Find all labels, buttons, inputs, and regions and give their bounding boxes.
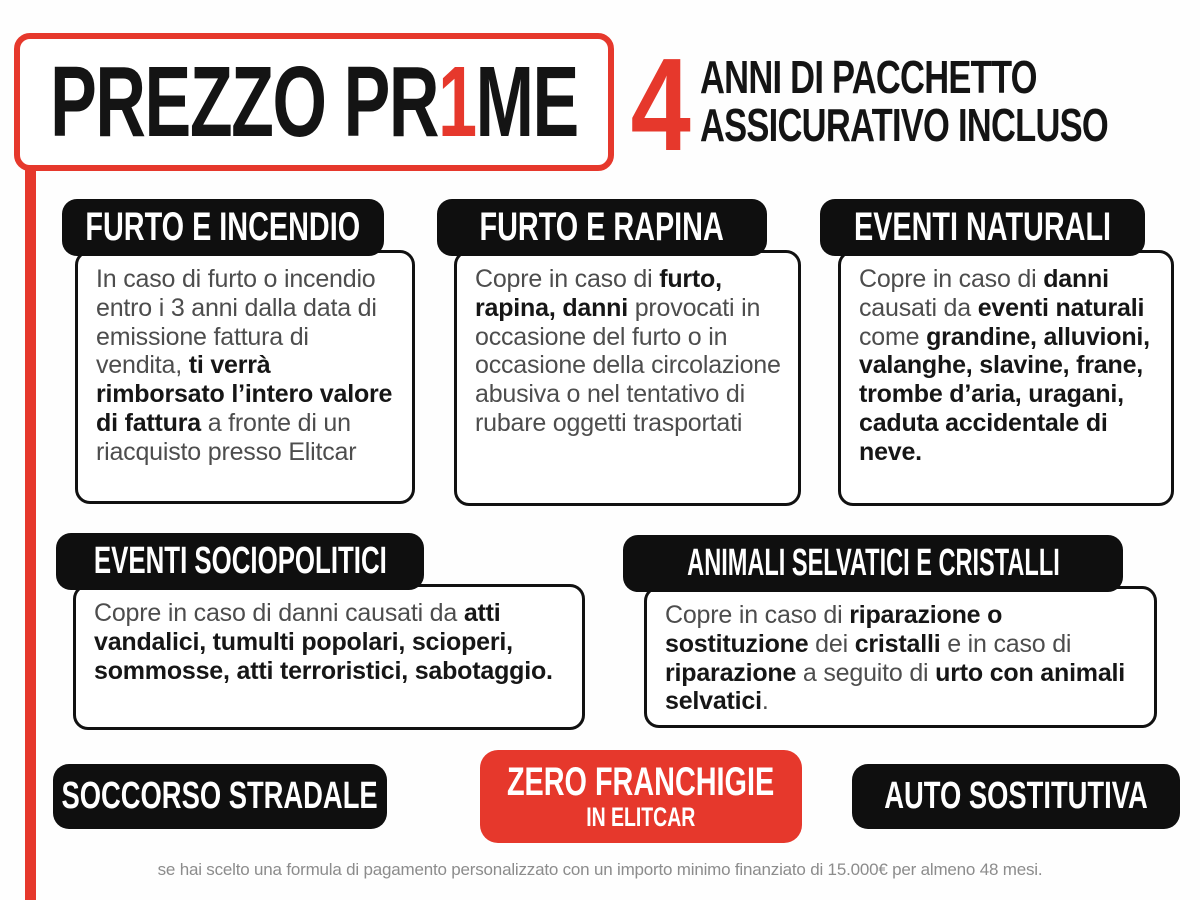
title-part-2: ME: [475, 46, 578, 158]
card-body-furto-incendio: In caso di furto o incendio entro i 3 anni dalla data di emissione fattura di vendita, ti verrà rimborsato l’intero valore di fattura a fronte di un riacquisto presso Elitcar: [96, 265, 393, 466]
header-subtitle: [700, 51, 1180, 151]
page-title: [50, 46, 578, 158]
red-accent-line: [25, 164, 36, 900]
card-furto-rapina: [454, 250, 801, 506]
badge-zero-franchigie-line2: IN ELITCAR: [586, 802, 696, 833]
card-title-eventi-sociopolitici: EVENTI SOCIOPOLITICI: [56, 533, 424, 590]
subtitle-line-2: ASSICURATIVO INCLUSO: [700, 98, 1108, 151]
card-eventi-naturali: [838, 250, 1174, 506]
subtitle-line-1: ANNI DI PACCHETTO: [700, 51, 1037, 103]
card-title-furto-incendio: FURTO E INCENDIO: [62, 199, 384, 256]
title-box: [14, 33, 614, 171]
badge-soccorso-stradale: SOCCORSO STRADALE: [53, 764, 387, 829]
footer-disclaimer: se hai scelto una formula di pagamento personalizzato con un importo minimo finanziato di 15.000€ per almeno 48 mesi.: [157, 860, 1043, 879]
card-eventi-sociopolitici: [73, 584, 585, 730]
card-title-eventi-naturali: EVENTI NATURALI: [820, 199, 1145, 256]
card-body-animali-selvatici-cristalli: Copre in caso di riparazione o sostituzione dei cristalli e in caso di riparazione a seguito di urto con animali selvatici.: [665, 601, 1126, 716]
card-title-animali-selvatici-cristalli: ANIMALI SELVATICI E CRISTALLI: [623, 535, 1123, 592]
card-body-furto-rapina: Copre in caso di furto, rapina, danni provocati in occasione del furto o in occasione della circolazione abusiva o nel tentativo di rubare oggetti trasportati: [475, 265, 781, 437]
badge-auto-sostitutiva: AUTO SOSTITUTIVA: [852, 764, 1180, 829]
card-body-eventi-sociopolitici: Copre in caso di danni causati da atti vandalici, tumulti popolari, scioperi, sommosse, atti terroristici, sabotaggio.: [94, 599, 553, 685]
badge-zero-franchigie: [480, 750, 802, 843]
card-title-furto-rapina: FURTO E RAPINA: [437, 199, 767, 256]
badge-zero-franchigie-line1: ZERO FRANCHIGIE: [507, 760, 775, 805]
card-body-eventi-naturali: Copre in caso di danni causati da eventi naturali come grandine, alluvioni, valanghe, slavine, frane, trombe d’aria, uragani, caduta accidentale di neve.: [859, 265, 1150, 466]
card-animali-selvatici-cristalli: [644, 586, 1157, 728]
card-furto-incendio: [75, 250, 415, 504]
title-red-digit: 1: [438, 46, 476, 158]
big-number-4: 4: [630, 31, 692, 178]
title-part-1: PREZZO PR: [50, 46, 439, 158]
